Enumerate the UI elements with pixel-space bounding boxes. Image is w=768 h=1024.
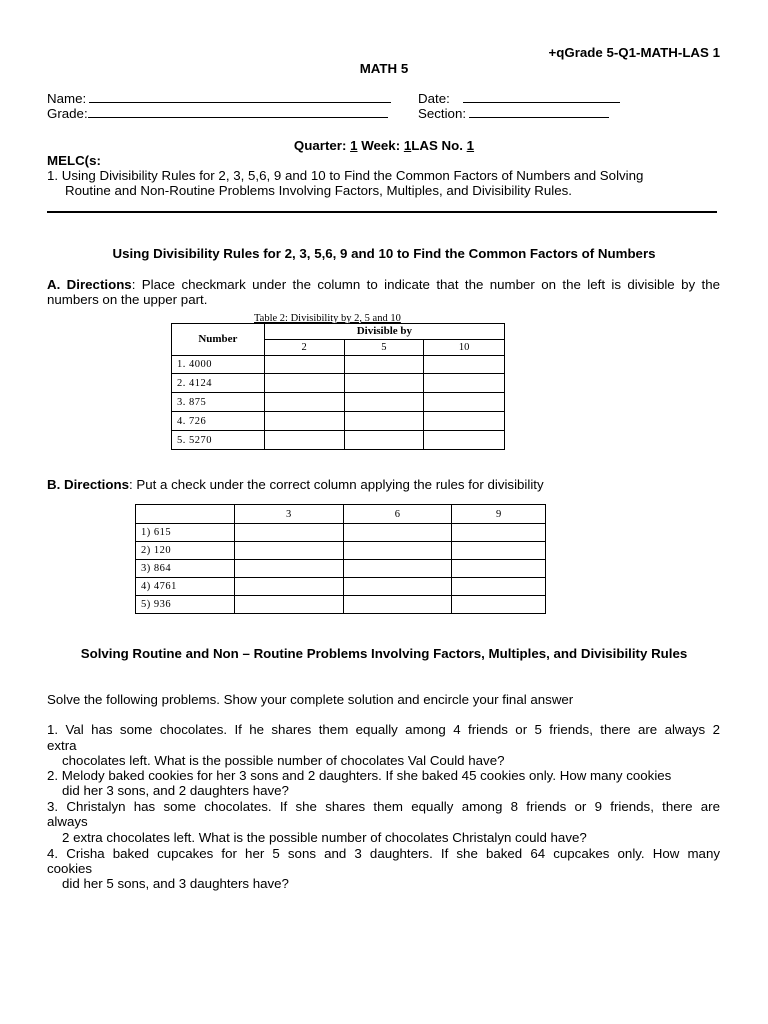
check-cell[interactable] xyxy=(452,542,546,560)
table-a-divisor: 10 xyxy=(424,340,505,356)
part-b-text: : Put a check under the correct column applying the rules for divisibility xyxy=(129,477,544,492)
table-b-row-label: 2) 120 xyxy=(136,542,235,560)
check-cell[interactable] xyxy=(452,560,546,578)
grade-field xyxy=(47,106,388,121)
table-row xyxy=(172,393,505,412)
part-a-directions-line-1 xyxy=(47,277,720,292)
table-row xyxy=(172,356,505,374)
check-cell[interactable] xyxy=(424,412,505,431)
table-a-row-label: 2. 4124 xyxy=(172,374,265,393)
section-2-title: Solving Routine and Non – Routine Problems Involving Factors, Multiples, and Divisibility Rules xyxy=(80,646,688,661)
table-b-header-empty xyxy=(136,505,235,524)
table-a-row-label: 5. 5270 xyxy=(172,431,265,450)
table-a-header-divisible-by: Divisible by xyxy=(264,324,504,340)
section-blank[interactable] xyxy=(469,106,609,118)
table-row xyxy=(136,542,546,560)
melc-item-line-2: Routine and Non-Routine Problems Involving Factors, Multiples, and Divisibility Rules. xyxy=(65,183,572,198)
name-label: Name: xyxy=(47,91,87,106)
document-subject: MATH 5 xyxy=(359,61,409,76)
problem-4-line-1: 4. Crisha baked cupcakes for her 5 sons and 3 daughters. If she baked 64 cupcakes only. How many xyxy=(47,846,720,861)
check-cell[interactable] xyxy=(264,393,344,412)
check-cell[interactable] xyxy=(344,356,424,374)
table-a-row-label: 4. 726 xyxy=(172,412,265,431)
check-cell[interactable] xyxy=(343,596,452,614)
name-blank[interactable] xyxy=(89,91,391,103)
problem-3-line-2: always xyxy=(47,814,88,829)
las-value: 1 xyxy=(466,138,475,153)
check-cell[interactable] xyxy=(424,356,505,374)
check-cell[interactable] xyxy=(424,393,505,412)
section-1-title: Using Divisibility Rules for 2, 3, 5,6, 9 and 10 to Find the Common Factors of Numbers xyxy=(112,246,656,261)
table-a-row-label: 1. 4000 xyxy=(172,356,265,374)
check-cell[interactable] xyxy=(344,431,424,450)
check-cell[interactable] xyxy=(343,524,452,542)
table-b-divisor: 9 xyxy=(452,505,546,524)
divisibility-table-b xyxy=(135,504,546,614)
part-b-directions xyxy=(47,477,544,492)
name-field xyxy=(47,91,391,106)
check-cell[interactable] xyxy=(452,596,546,614)
table-a-caption-text: Table 2: Divisibility by 2, 5 and 10 xyxy=(254,313,401,324)
quarter-value: 1 xyxy=(350,138,358,153)
check-cell[interactable] xyxy=(234,578,343,596)
check-cell[interactable] xyxy=(343,578,452,596)
quarter-week-line xyxy=(0,138,768,153)
problem-3-line-3: 2 extra chocolates left. What is the possible number of chocolates Christalyn could have? xyxy=(62,830,587,845)
check-cell[interactable] xyxy=(264,431,344,450)
check-cell[interactable] xyxy=(264,412,344,431)
table-b-row-label: 1) 615 xyxy=(136,524,235,542)
grade-blank[interactable] xyxy=(88,106,388,118)
check-cell[interactable] xyxy=(344,374,424,393)
melc-item-line-1: 1. Using Divisibility Rules for 2, 3, 5,6, 9 and 10 to Find the Common Factors of Numbers and Solving xyxy=(47,168,644,183)
week-label: Week: xyxy=(361,138,401,153)
problem-1-line-1: 1. Val has some chocolates. If he shares them equally among 4 friends or 5 friends, there are always 2 xyxy=(47,722,720,737)
date-label: Date: xyxy=(418,91,450,106)
table-row xyxy=(136,578,546,596)
problem-1-line-2: extra xyxy=(47,738,77,753)
table-b-row-label: 3) 864 xyxy=(136,560,235,578)
check-cell[interactable] xyxy=(234,542,343,560)
problem-2-line-2: did her 3 sons, and 2 daughters have? xyxy=(62,783,289,798)
problem-4-line-3: did her 5 sons, and 3 daughters have? xyxy=(62,876,289,891)
check-cell[interactable] xyxy=(264,356,344,374)
table-b-row-label: 4) 4761 xyxy=(136,578,235,596)
divisibility-table-a xyxy=(171,323,505,450)
table-row xyxy=(172,374,505,393)
problem-3-line-1: 3. Christalyn has some chocolates. If she shares them equally among 8 friends or 9 friends, there are xyxy=(47,799,720,814)
problem-4-line-2: cookies xyxy=(47,861,93,876)
check-cell[interactable] xyxy=(452,578,546,596)
check-cell[interactable] xyxy=(424,374,505,393)
date-blank[interactable] xyxy=(463,91,620,103)
table-b-divisor: 3 xyxy=(234,505,343,524)
check-cell[interactable] xyxy=(343,542,452,560)
check-cell[interactable] xyxy=(234,524,343,542)
problem-2-line-1: 2. Melody baked cookies for her 3 sons and 2 daughters. If she baked 45 cookies only. How many cookies xyxy=(47,768,672,783)
instructions-text: Solve the following problems. Show your complete solution and encircle your final answer xyxy=(47,692,574,707)
check-cell[interactable] xyxy=(234,560,343,578)
table-b-row-label: 5) 936 xyxy=(136,596,235,614)
table-row xyxy=(136,524,546,542)
table-a-row-label: 3. 875 xyxy=(172,393,265,412)
section-label: Section: xyxy=(418,106,467,121)
table-row xyxy=(172,412,505,431)
part-a-text-1: : Place checkmark under the column to indicate that the number on the left is divisible by the xyxy=(131,277,721,292)
table-row xyxy=(172,431,505,450)
check-cell[interactable] xyxy=(452,524,546,542)
document-code: +qGrade 5-Q1-MATH-LAS 1 xyxy=(548,45,720,60)
check-cell[interactable] xyxy=(344,412,424,431)
check-cell[interactable] xyxy=(234,596,343,614)
check-cell[interactable] xyxy=(344,393,424,412)
check-cell[interactable] xyxy=(343,560,452,578)
check-cell[interactable] xyxy=(424,431,505,450)
date-field xyxy=(418,91,620,106)
week-value: 1 xyxy=(403,138,412,153)
table-a-divisor: 2 xyxy=(264,340,344,356)
part-a-directions-line-2: numbers on the upper part. xyxy=(47,292,208,307)
table-a-divisor: 5 xyxy=(344,340,424,356)
table-a-header-number: Number xyxy=(172,324,265,356)
melc-heading: MELC(s: xyxy=(47,153,101,168)
check-cell[interactable] xyxy=(264,374,344,393)
section-divider xyxy=(47,211,717,213)
problem-1-line-3: chocolates left. What is the possible number of chocolates Val Could have? xyxy=(62,753,505,768)
las-label: LAS No. xyxy=(411,138,463,153)
part-a-label: A. Directions xyxy=(47,277,132,292)
grade-label: Grade: xyxy=(47,106,88,121)
quarter-label: Quarter: xyxy=(293,138,347,153)
table-b-divisor: 6 xyxy=(343,505,452,524)
part-b-label: B. Directions xyxy=(47,477,130,492)
section-field xyxy=(418,106,609,121)
table-row xyxy=(136,560,546,578)
table-row xyxy=(136,596,546,614)
